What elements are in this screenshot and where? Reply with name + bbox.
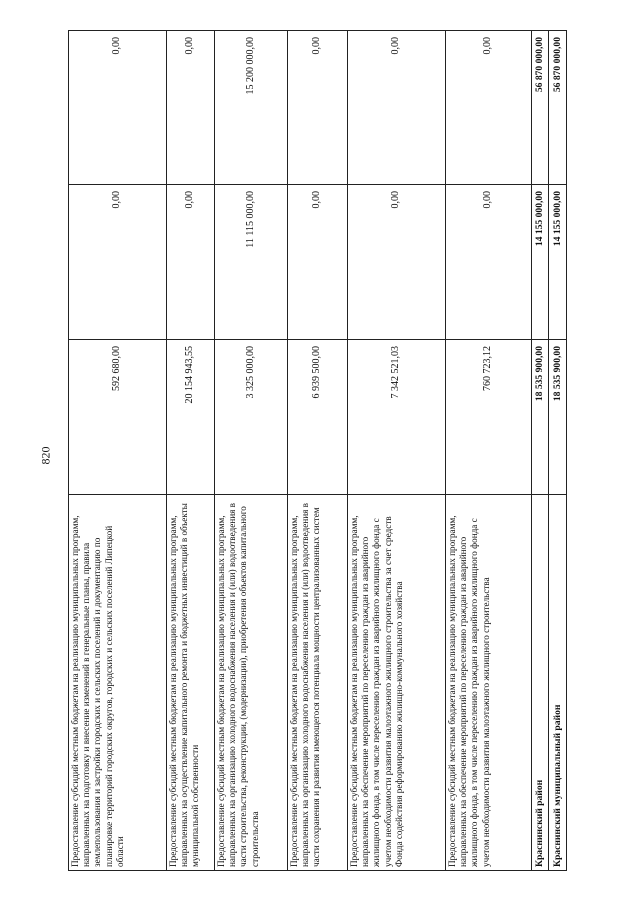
value-2019: 760 723,12 bbox=[446, 340, 532, 495]
total-row bbox=[549, 31, 567, 871]
table-row bbox=[215, 31, 288, 871]
value-2019: 592 680,00 bbox=[69, 340, 167, 495]
table-row bbox=[348, 31, 446, 871]
row-description: Предоставление субсидий местным бюджетам на реализацию муниципальных программ, направленных на организацию холодного водоснабжения населения и (или) водоотведения в части сохранения и развития имеющегося потенциала мощности централизованных систем bbox=[288, 495, 348, 871]
value-2020: 0,00 bbox=[446, 185, 532, 340]
value-2020: 0,00 bbox=[348, 185, 446, 340]
value-2021: 0,00 bbox=[69, 31, 167, 185]
value-2020: 11 115 000,00 bbox=[215, 185, 288, 340]
table-row bbox=[69, 31, 167, 871]
value-2021: 0,00 bbox=[288, 31, 348, 185]
value-2019: 7 342 521,03 bbox=[348, 340, 446, 495]
table-row bbox=[446, 31, 532, 871]
value-2021: 0,00 bbox=[446, 31, 532, 185]
page-number: 820 bbox=[38, 446, 53, 465]
row-description: Предоставление субсидий местным бюджетам на реализацию муниципальных программ, направленных на обеспечение мероприятий по переселению граждан из аварийного жилищного фонда, в том числе переселению граждан из аварийного жилищного фонда с учетом необходимости развития малоэтажного жилищного строительства за счет средств Фонда содействия реформированию жилищно-коммунального хозяйства bbox=[348, 495, 446, 871]
row-description: Предоставление субсидий местным бюджетам на реализацию муниципальных программ, направленных на осуществление капитального ремонта и бюджетных инвестиций в объекты муниципальной собственности bbox=[167, 495, 215, 871]
value-2021: 0,00 bbox=[348, 31, 446, 185]
table-row bbox=[167, 31, 215, 871]
value-2021: 15 200 000,00 bbox=[215, 31, 288, 185]
row-description: Предоставление субсидий местным бюджетам на реализацию муниципальных программ, направленных на подготовку и внесение изменений в генеральные планы, правила землепользования и застройки городских и сельских поселений и документацию по планировке территорий городских округов, городских и сельских поселений Липецкой области bbox=[69, 495, 167, 871]
total-2021: 56 870 000,00 bbox=[549, 31, 567, 185]
value-2019: 20 154 943,55 bbox=[167, 340, 215, 495]
row-description: Предоставление субсидий местным бюджетам на реализацию муниципальных программ, направленных на обеспечение мероприятий по переселению граждан из аварийного жилищного фонда, в том числе переселению граждан из аварийного жилищного фонда с учетом необходимости развития малоэтажного жилищного строительства bbox=[446, 495, 532, 871]
value-2020: 0,00 bbox=[69, 185, 167, 340]
row-description: Предоставление субсидий местным бюджетам на реализацию муниципальных программ, направленных на организацию холодного водоснабжения населения и (или) водоотведения в части строительства, реконструкции, (модернизации), приобретения объектов капитального строительства bbox=[215, 495, 288, 871]
value-2020: 0,00 bbox=[167, 185, 215, 340]
subsidy-table bbox=[68, 30, 567, 871]
total-label: Краснинский муниципальный район bbox=[549, 495, 567, 871]
value-2019: 3 325 000,00 bbox=[215, 340, 288, 495]
total-row bbox=[532, 31, 549, 871]
value-2019: 6 939 500,00 bbox=[288, 340, 348, 495]
total-label: Краснинский район bbox=[532, 495, 549, 871]
table-row bbox=[288, 31, 348, 871]
total-2019: 18 535 900,00 bbox=[549, 340, 567, 495]
total-2019: 18 535 900,00 bbox=[532, 340, 549, 495]
value-2021: 0,00 bbox=[167, 31, 215, 185]
total-2021: 56 870 000,00 bbox=[532, 31, 549, 185]
total-2020: 14 155 000,00 bbox=[532, 185, 549, 340]
rotated-table-container bbox=[68, 31, 566, 871]
total-2020: 14 155 000,00 bbox=[549, 185, 567, 340]
value-2020: 0,00 bbox=[288, 185, 348, 340]
